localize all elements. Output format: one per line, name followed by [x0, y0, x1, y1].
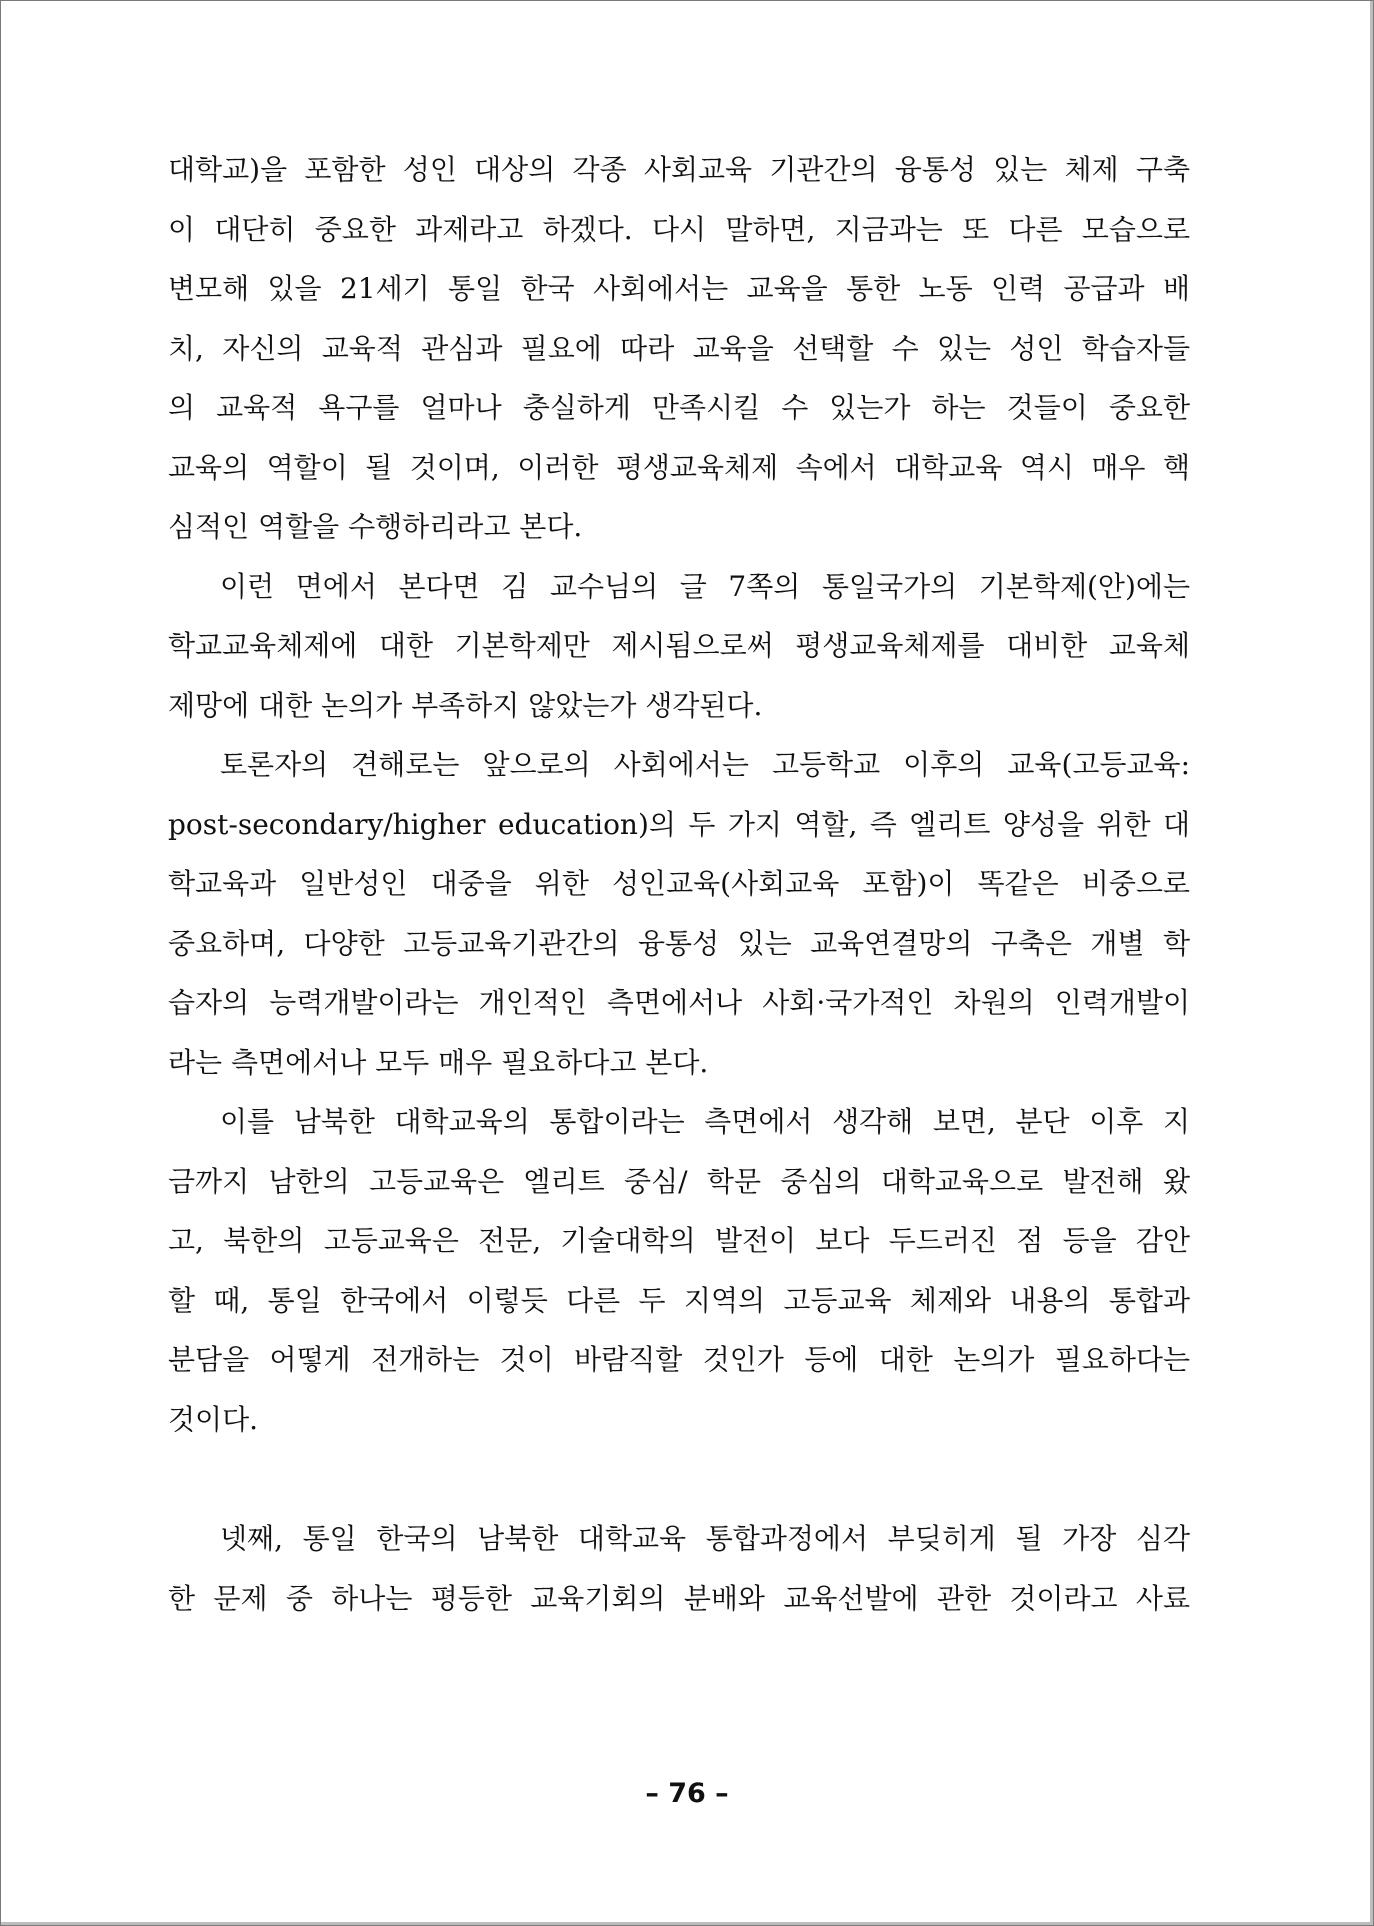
text-line: 습자의 능력개발이라는 개인적인 측면에서나 사회·국가적인 차원의 인력개발이 [168, 986, 1190, 1019]
paragraph [168, 557, 1190, 736]
text-line: 이런 면에서 본다면 김 교수님의 글 7쪽의 통일국가의 기본학제(안)에는 [220, 569, 1190, 603]
text-line: 의 교육적 욕구를 얼마나 충실하게 만족시킬 수 있는가 하는 것들이 중요한 [168, 391, 1190, 424]
paragraph [168, 140, 1190, 557]
text-line: 이 대단히 중요한 과제라고 하겠다. 다시 말하면, 지금과는 또 다른 모습으로 [168, 212, 1190, 246]
text-line: 중요하며, 다양한 고등교육기관간의 융통성 있는 교육연결망의 구축은 개별 학 [168, 926, 1190, 960]
text-line: 치, 자신의 교육적 관심과 필요에 따라 교육을 선택할 수 있는 성인 학습자들 [168, 331, 1190, 365]
text-line: 라는 측면에서나 모두 매우 필요하다고 본다. [168, 1045, 709, 1079]
text-line: 할 때, 통일 한국에서 이렇듯 다른 두 지역의 고등교육 체제와 내용의 통합과 [168, 1283, 1190, 1317]
paragraph [168, 1509, 1190, 1628]
paragraph [168, 735, 1190, 1092]
text-line: 학교교육체제에 대한 기본학제만 제시됨으로써 평생교육체제를 대비한 교육체 [168, 629, 1190, 662]
text-line: 대학교)을 포함한 성인 대상의 각종 사회교육 기관간의 융통성 있는 체제 구축 [168, 153, 1190, 186]
text-line: 이를 남북한 대학교육의 통합이라는 측면에서 생각해 보면, 분단 이후 지 [220, 1105, 1190, 1138]
paragraph [168, 1092, 1190, 1449]
text-line: 변모해 있을 21세기 통일 한국 사회에서는 교육을 통한 노동 인력 공급과 배 [168, 272, 1190, 305]
page-number: – 76 – [645, 1778, 729, 1809]
text-line: 제망에 대한 논의가 부족하지 않았는가 생각된다. [168, 688, 763, 722]
text-line: 것이다. [168, 1402, 259, 1436]
text-line: 고, 북한의 고등교육은 전문, 기술대학의 발전이 보다 두드러진 점 등을 감안 [168, 1224, 1190, 1257]
text-line: 한 문제 중 하나는 평등한 교육기회의 분배와 교육선발에 관한 것이라고 사료 [168, 1581, 1190, 1615]
text-line: 교육의 역할이 될 것이며, 이러한 평생교육체제 속에서 대학교육 역시 매우 핵 [168, 450, 1190, 484]
text-line: 분담을 어떻게 전개하는 것이 바람직할 것인가 등에 대한 논의가 필요하다는 [168, 1343, 1190, 1376]
text-line: 심적인 역할을 수행하리라고 본다. [168, 510, 583, 543]
paragraph-gap [168, 1449, 1190, 1509]
text-line: 토론자의 견해로는 앞으로의 사회에서는 고등학교 이후의 교육(고등교육: [220, 748, 1190, 781]
text-line: post-secondary/higher education)의 두 가지 역할, 즉 엘리트 양성을 위한 대 [168, 807, 1190, 841]
document-body [168, 140, 1190, 1628]
text-line: 학교육과 일반성인 대중을 위한 성인교육(사회교육 포함)이 똑같은 비중으로 [168, 867, 1190, 900]
text-line: 금까지 남한의 고등교육은 엘리트 중심/ 학문 중심의 대학교육으로 발전해 왔 [168, 1164, 1190, 1198]
text-line: 넷째, 통일 한국의 남북한 대학교육 통합과정에서 부딪히게 될 가장 심각 [220, 1522, 1190, 1555]
